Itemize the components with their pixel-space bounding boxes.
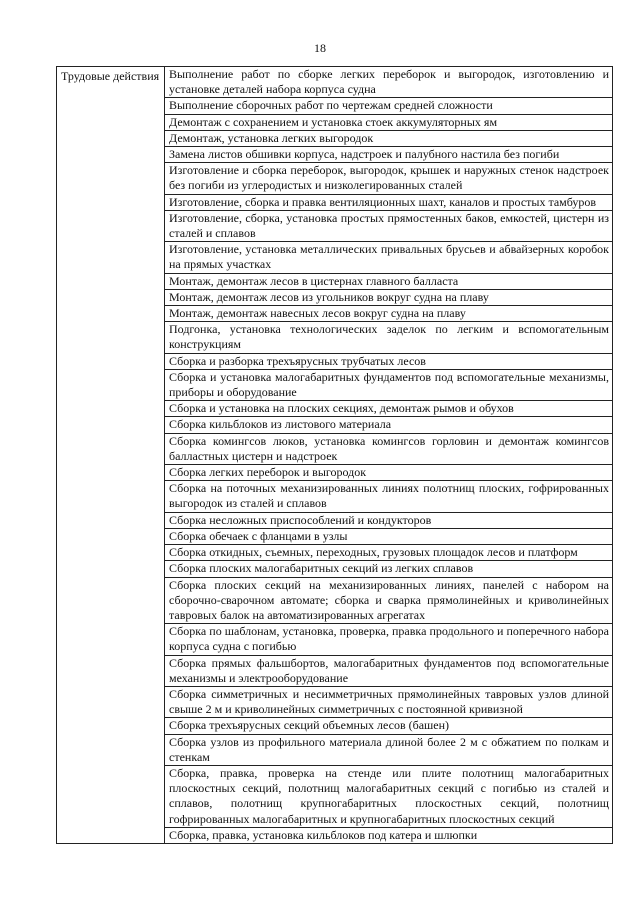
- table-row: Сборка узлов из профильного материала длиной более 2 м с обжатием по полкам и стенкам: [165, 735, 612, 766]
- table-row: Сборка, правка, проверка на стенде или плите полотнищ малогабаритных плоскостных секций, полотнищ малогабаритных секций с погибью из сталей и сплавов, полотнищ крупногабаритных плоскостных секций, полотнищ гофрированных малогабаритных и крупногабаритных плоскостных секций: [165, 766, 612, 828]
- table-row: Сборка кильблоков из листового материала: [165, 417, 612, 433]
- table-row: Изготовление, сборка и правка вентиляционных шахт, каналов и простых тамбуров: [165, 195, 612, 211]
- section-label: Трудовые действия: [57, 67, 165, 843]
- table-row: Сборка комингсов люков, установка комингсов горловин и демонтаж комингсов балластных цистерн и надстроек: [165, 434, 612, 465]
- table-row: Сборка и разборка трехъярусных трубчатых лесов: [165, 354, 612, 370]
- table-row: Сборка и установка на плоских секциях, демонтаж рымов и обухов: [165, 401, 612, 417]
- items-column: [165, 67, 612, 843]
- table-row: Сборка прямых фальшбортов, малогабаритных фундаментов под вспомогательные механизмы и электрооборудование: [165, 656, 612, 687]
- table-row: Изготовление и сборка переборок, выгородок, крышек и наружных стенок надстроек без погиби из углеродистых и низколегированных сталей: [165, 163, 612, 194]
- table-row: Сборка симметричных и несимметричных прямолинейных тавровых узлов длиной свыше 2 м и криволинейных симметричных с постоянной кривизной: [165, 687, 612, 718]
- table-row: Подгонка, установка технологических заделок по легким и вспомогательным конструкциям: [165, 322, 612, 353]
- table-row: Монтаж, демонтаж навесных лесов вокруг судна на плаву: [165, 306, 612, 322]
- table-row: Сборка и установка малогабаритных фундаментов под вспомогательные механизмы, приборы и оборудование: [165, 370, 612, 401]
- table-row: Выполнение работ по сборке легких переборок и выгородок, изготовлению и установке деталей набора корпуса судна: [165, 67, 612, 98]
- table-row: Сборка на поточных механизированных линиях полотнищ плоских, гофрированных выгородок из сталей и сплавов: [165, 481, 612, 512]
- table-row: Изготовление, сборка, установка простых прямостенных баков, емкостей, цистерн из сталей и сплавов: [165, 211, 612, 242]
- table-row: Сборка трехъярусных секций объемных лесов (башен): [165, 718, 612, 734]
- table-row: Сборка плоских малогабаритных секций из легких сплавов: [165, 561, 612, 577]
- table-row: Выполнение сборочных работ по чертежам средней сложности: [165, 98, 612, 114]
- table-row: Замена листов обшивки корпуса, надстроек и палубного настила без погиби: [165, 147, 612, 163]
- table-row: Сборка, правка, установка кильблоков под катера и шлюпки: [169, 827, 478, 842]
- table-row: Сборка обечаек с фланцами в узлы: [165, 529, 612, 545]
- table-row: Монтаж, демонтаж лесов в цистернах главного балласта: [165, 274, 612, 290]
- table-row: Демонтаж, установка легких выгородок: [165, 131, 612, 147]
- table-row: Сборка легких переборок и выгородок: [165, 465, 612, 481]
- table-row: Изготовление, установка металлических привальных брусьев и абвайзерных коробок на прямых участках: [165, 242, 612, 273]
- table-row: Демонтаж с сохранением и установка стоек аккумуляторных ям: [165, 115, 612, 131]
- labor-actions-table: [56, 66, 613, 844]
- table-row: Сборка по шаблонам, установка, проверка, правка продольного и поперечного набора корпуса судна с погибью: [165, 624, 612, 655]
- page-number: 18: [314, 41, 326, 55]
- table-row: Монтаж, демонтаж лесов из угольников вокруг судна на плаву: [165, 290, 612, 306]
- table-row: Сборка плоских секций на механизированных линиях, панелей с набором на сборочно-сварочном автомате; сборка и сварка прямолинейных и криволинейных тавровых балок на автоматизированных агрегатах: [165, 578, 612, 625]
- table-row: Сборка откидных, съемных, переходных, грузовых площадок лесов и платформ: [165, 545, 612, 561]
- table-row: Сборка несложных приспособлений и кондукторов: [165, 513, 612, 529]
